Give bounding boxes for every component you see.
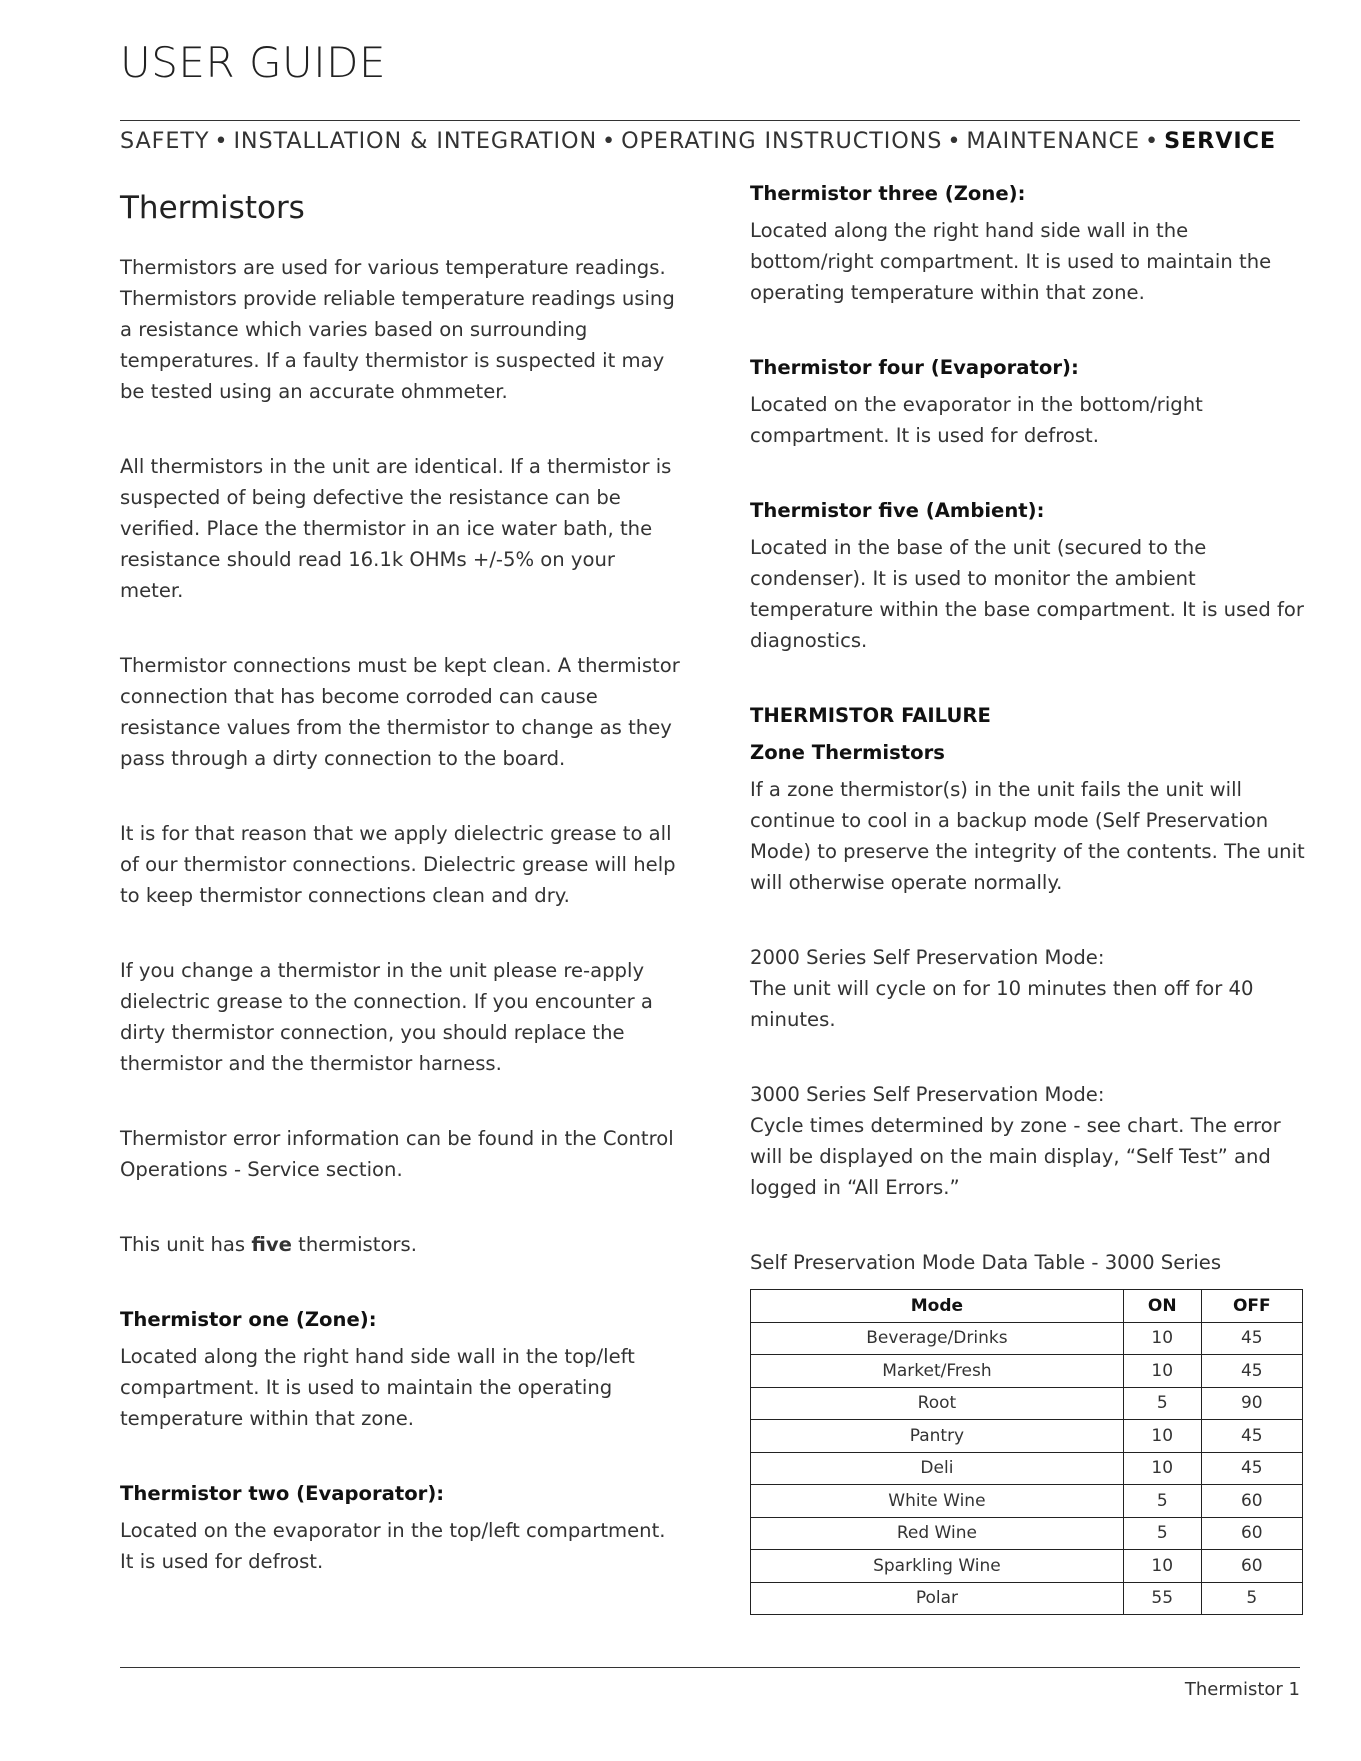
- table-header-row: [751, 1290, 1303, 1323]
- table-row: [751, 1322, 1303, 1355]
- mode-cell: Beverage/Drinks: [751, 1322, 1124, 1355]
- column-header-on: ON: [1123, 1290, 1201, 1323]
- nav-maintenance: MAINTENANCE: [966, 128, 1141, 154]
- thermistor-four-heading: Thermistor four (Evaporator):: [750, 356, 1079, 379]
- count-suffix: thermistors.: [291, 1233, 417, 1256]
- table-row: [751, 1387, 1303, 1420]
- table-row: [751, 1582, 1303, 1615]
- nav-separator: •: [214, 128, 229, 154]
- thermistor-five-heading: Thermistor five (Ambient):: [750, 499, 1045, 522]
- on-cell: 55: [1123, 1582, 1201, 1615]
- column-header-mode: Mode: [751, 1290, 1124, 1323]
- on-cell: 5: [1123, 1387, 1201, 1420]
- thermistor-five-body: Located in the base of the unit (secured to the condenser). It is used to monitor the ambient temperature within the base compartment. It is used for diagnostics.: [750, 536, 1304, 652]
- table-row: [751, 1452, 1303, 1485]
- nav-installation: INSTALLATION & INTEGRATION: [233, 128, 598, 154]
- paragraph-count: [120, 1229, 680, 1260]
- paragraph-error-info: Thermistor error information can be found in the Control Operations - Service section.: [120, 1127, 674, 1181]
- paragraph-connections: Thermistor connections must be kept clean. A thermistor connection that has become corroded can cause resistance values from the thermistor to change as they pass through a dirty connection to the board.: [120, 654, 680, 770]
- nav-separator: •: [947, 128, 962, 154]
- off-cell: 5: [1201, 1582, 1302, 1615]
- on-cell: 10: [1123, 1355, 1201, 1388]
- paragraph-intro: Thermistors are used for various temperature readings. Thermistors provide reliable temperature readings using a resistance which varies based on surrounding temperatures. If a faulty thermistor is suspected it may be tested using an accurate ohmmeter.: [120, 256, 675, 403]
- on-cell: 10: [1123, 1322, 1201, 1355]
- section-breadcrumb: [120, 128, 1300, 154]
- thermistor-four-body: Located on the evaporator in the bottom/right compartment. It is used for defrost.: [750, 393, 1203, 447]
- column-header-off: OFF: [1201, 1290, 1302, 1323]
- series-3000-body: Cycle times determined by zone - see chart. The error will be displayed on the main display, “Self Test” and logged in “All Errors.”: [750, 1114, 1281, 1199]
- table-row: [751, 1485, 1303, 1518]
- zone-thermistors-body: If a zone thermistor(s) in the unit fails the unit will continue to cool in a backup mode (Self Preservation Mode) to preserve the integrity of the contents. The unit will otherwise operate normally.: [750, 778, 1305, 894]
- on-cell: 10: [1123, 1452, 1201, 1485]
- mode-cell: Deli: [751, 1452, 1124, 1485]
- off-cell: 45: [1201, 1420, 1302, 1453]
- on-cell: 10: [1123, 1550, 1201, 1583]
- nav-service-current: SERVICE: [1164, 128, 1276, 154]
- paragraph-resistance: All thermistors in the unit are identical. If a thermistor is suspected of being defective the resistance can be verified. Place the thermistor in an ice water bath, the resistance should read 16.1k OHMs +/-5% on your meter.: [120, 455, 672, 602]
- thermistor-two-body: Located on the evaporator in the top/left compartment. It is used for defrost.: [120, 1519, 666, 1573]
- mode-cell: Market/Fresh: [751, 1355, 1124, 1388]
- mode-cell: Root: [751, 1387, 1124, 1420]
- on-cell: 10: [1123, 1420, 1201, 1453]
- page-title: USER GUIDE: [120, 38, 387, 87]
- thermistor-three-body: Located along the right hand side wall in the bottom/right compartment. It is used to maintain the operating temperature within that zone.: [750, 219, 1272, 304]
- mode-cell: Pantry: [751, 1420, 1124, 1453]
- self-preservation-table: [750, 1289, 1303, 1615]
- mode-cell: White Wine: [751, 1485, 1124, 1518]
- thermistor-one-body: Located along the right hand side wall in the top/left compartment. It is used to maintain the operating temperature within that zone.: [120, 1345, 635, 1430]
- on-cell: 5: [1123, 1517, 1201, 1550]
- table-row: [751, 1420, 1303, 1453]
- page-footer-label: Thermistor 1: [1184, 1679, 1300, 1700]
- mode-cell: Sparkling Wine: [751, 1550, 1124, 1583]
- mode-cell: Red Wine: [751, 1517, 1124, 1550]
- on-cell: 5: [1123, 1485, 1201, 1518]
- nav-separator: •: [602, 128, 617, 154]
- thermistor-two-heading: Thermistor two (Evaporator):: [120, 1482, 445, 1505]
- series-2000-body: The unit will cycle on for 10 minutes then off for 40 minutes.: [750, 977, 1254, 1031]
- count-number: five: [251, 1233, 292, 1256]
- nav-safety: SAFETY: [120, 128, 210, 154]
- table-row: [751, 1550, 1303, 1583]
- table-caption: Self Preservation Mode Data Table - 3000 Series: [750, 1251, 1222, 1274]
- section-title: Thermistors: [120, 190, 305, 226]
- mode-cell: Polar: [751, 1582, 1124, 1615]
- table-row: [751, 1517, 1303, 1550]
- left-column: [120, 178, 680, 1577]
- off-cell: 90: [1201, 1387, 1302, 1420]
- off-cell: 45: [1201, 1452, 1302, 1485]
- table-row: [751, 1355, 1303, 1388]
- thermistor-one-heading: Thermistor one (Zone):: [120, 1308, 377, 1331]
- count-prefix: This unit has: [120, 1233, 252, 1256]
- off-cell: 60: [1201, 1550, 1302, 1583]
- off-cell: 60: [1201, 1485, 1302, 1518]
- off-cell: 60: [1201, 1517, 1302, 1550]
- zone-thermistors-heading: Zone Thermistors: [750, 741, 945, 764]
- series-2000-title: 2000 Series Self Preservation Mode:: [750, 946, 1105, 969]
- thermistor-three-heading: Thermistor three (Zone):: [750, 182, 1026, 205]
- off-cell: 45: [1201, 1355, 1302, 1388]
- off-cell: 45: [1201, 1322, 1302, 1355]
- nav-separator: •: [1145, 128, 1160, 154]
- header-divider: [120, 120, 1300, 121]
- failure-heading: THERMISTOR FAILURE: [750, 704, 991, 727]
- nav-operating: OPERATING INSTRUCTIONS: [621, 128, 943, 154]
- paragraph-grease: It is for that reason that we apply dielectric grease to all of our thermistor connections. Dielectric grease will help to keep thermistor connections clean and dry.: [120, 822, 676, 907]
- paragraph-replace: If you change a thermistor in the unit please re-apply dielectric grease to the connection. If you encounter a dirty thermistor connection, you should replace the thermistor and the thermistor harness.: [120, 959, 653, 1075]
- footer-divider: [120, 1667, 1300, 1668]
- series-3000-title: 3000 Series Self Preservation Mode:: [750, 1083, 1105, 1106]
- right-column: [750, 178, 1310, 1615]
